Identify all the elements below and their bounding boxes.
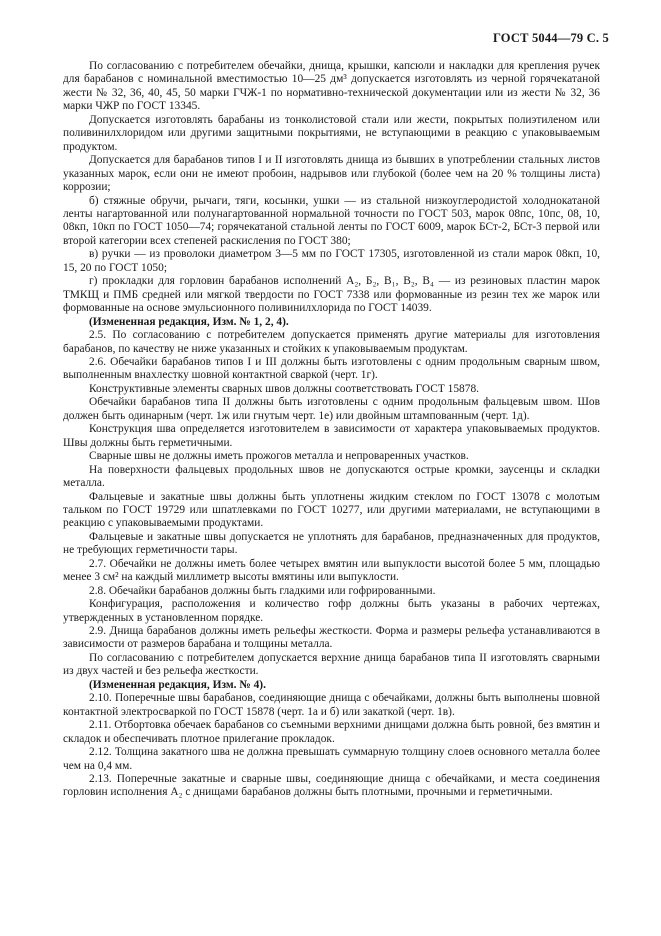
paragraph: в) ручки — из проволоки диаметром 3—5 мм по ГОСТ 17305, изготовленной из стали марок 08кп, 10, 15, 20 по ГОСТ 1050; [63, 248, 600, 274]
paragraph: Допускается изготовлять барабаны из тонколистовой стали или жести, покрытых полиэтиленом или поливинилхлоридом или другими защитными покрытиями, не вступающими в реакцию с упаковываемым продуктом. [63, 113, 600, 153]
amendment-note: (Измененная редакция, Изм. № 1, 2, 4). [89, 315, 289, 328]
paragraph: 2.13. Поперечные закатные и сварные швы, соединяющие днища с обечайками, и места соединения горловин исполнения А₂ с днищами барабанов должны быть плотными, прочными и герметичными. [63, 773, 600, 799]
amendment-note: (Измененная редакция, Изм. № 4). [89, 678, 266, 691]
paragraph: 2.12. Толщина закатного шва не должна превышать суммарную толщину слоев основного металла более чем на 0,4 мм. [63, 746, 600, 772]
paragraph: По согласованию с потребителем допускается верхние днища барабанов типа II изготовлять сварными из двух частей и без рельефа жесткости. [63, 651, 600, 678]
paragraph: б) стяжные обручи, рычаги, тяги, косынки, ушки — из стальной низкоуглеродистой холоднокатаной ленты нагартованной или полунагартованной нормальной точности по ГОСТ 503, марок 08пс, 10пс, 08, 10, 08кп, 10кп по ГОСТ 1050—74; горячекатаной стальной ленты по ГОСТ 6009, марок БСт-2, БСт-3 первой или второй категории всех степеней раскисления по ГОСТ 380; [63, 194, 600, 247]
paragraph: По согласованию с потребителем обечайки, днища, крышки, капсюли и накладки для крепления ручек для барабанов с номинальной вместимостью 10—25 дм³ допускается изготовлять из черной горячекатаной жести № 32, 36, 40, 45, 50 марки ГЧЖ-1 по нормативно-технической документации или из жести № 32, 36 марки ЧЖР по ГОСТ 13345. [63, 60, 600, 113]
paragraph: Обечайки барабанов типа II должны быть изготовлены с одним продольным фальцевым швом. Шов должен быть одинарным (черт. 1ж или гнутым черт. 1е) или двойным штампованным (черт. 1д). [63, 396, 600, 422]
paragraph: 2.6. Обечайки барабанов типов I и III должны быть изготовлены с одним продольным сварным швом, выполненным внахлестку шовной контактной сваркой (черт. 1г). [63, 355, 600, 382]
paragraph: На поверхности фальцевых продольных швов не допускаются острые кромки, заусенцы и складки металла. [63, 463, 600, 490]
paragraph: Конструкция шва определяется изготовителем в зависимости от характера упаковываемых продуктов. Швы должны быть герметичными. [63, 423, 600, 449]
page-header: ГОСТ 5044—79 С. 5 [492, 31, 609, 45]
paragraph: 2.10. Поперечные швы барабанов, соединяющие днища с обечайками, должны быть выполнены шовной контактной электросваркой по ГОСТ 15878 (черт. 1а и б) или закаткой (черт. 1в). [63, 692, 600, 718]
paragraph: г) прокладки для горловин барабанов исполнений А₂, Б₂, В₁, В₂, В₄ — из резиновых пластин марок ТМКЩ и ПМБ средней или мягкой твердости по ГОСТ 7338 или формованные из резин тех же марок или формованные на основе эмульсионного поливинилхлорида по ГОСТ 14039. [63, 275, 600, 315]
paragraph: Конфигурация, расположения и количество гофр должны быть указаны в рабочих чертежах, утвержденных в установленном порядке. [63, 598, 600, 624]
paragraph: Фальцевые и закатные швы должны быть уплотнены жидким стеклом по ГОСТ 13078 с молотым тальком по ГОСТ 19729 или шпатлевками по ГОСТ 10277, или другими материалами, не вступающими в реакцию с упаковываемыми продуктами. [63, 490, 600, 530]
paragraph: 2.5. По согласованию с потребителем допускается применять другие материалы для изготовления барабанов, по качеству не ниже указанных и стойких к упаковываемым продуктам. [63, 329, 600, 355]
paragraph: 2.7. Обечайки не должны иметь более четырех вмятин или выпуклости высотой более 5 мм, площадью менее 3 см² на каждый миллиметр высоты вмятины или выпуклости. [63, 557, 600, 584]
paragraph: Допускается для барабанов типов I и II изготовлять днища из бывших в употреблении стальных листов указанных марок, если они не имеют пробоин, надрывов или глубокой (более чем на 20 % толщины листа) коррозии; [63, 154, 600, 194]
paragraph: 2.8. Обечайки барабанов должны быть гладкими или гофрированными. [89, 584, 436, 597]
paragraph: 2.11. Отбортовка обечаек барабанов со съемными верхними днищами должна быть ровной, без вмятин и складок и обеспечивать плотное прилегание прокладок. [63, 719, 600, 745]
paragraph: Сварные швы не должны иметь прожогов металла и непроваренных участков. [89, 450, 469, 463]
paragraph: Фальцевые и закатные швы допускается не уплотнять для барабанов, предназначенных для продуктов, не требующих герметичности тары. [63, 530, 600, 557]
paragraph: Конструктивные элементы сварных швов должны соответствовать ГОСТ 15878. [89, 382, 479, 395]
paragraph: 2.9. Днища барабанов должны иметь рельефы жесткости. Форма и размеры рельефа устанавливаются в зависимости от размеров барабана и толщины металла. [63, 625, 600, 651]
document-body [63, 60, 600, 800]
